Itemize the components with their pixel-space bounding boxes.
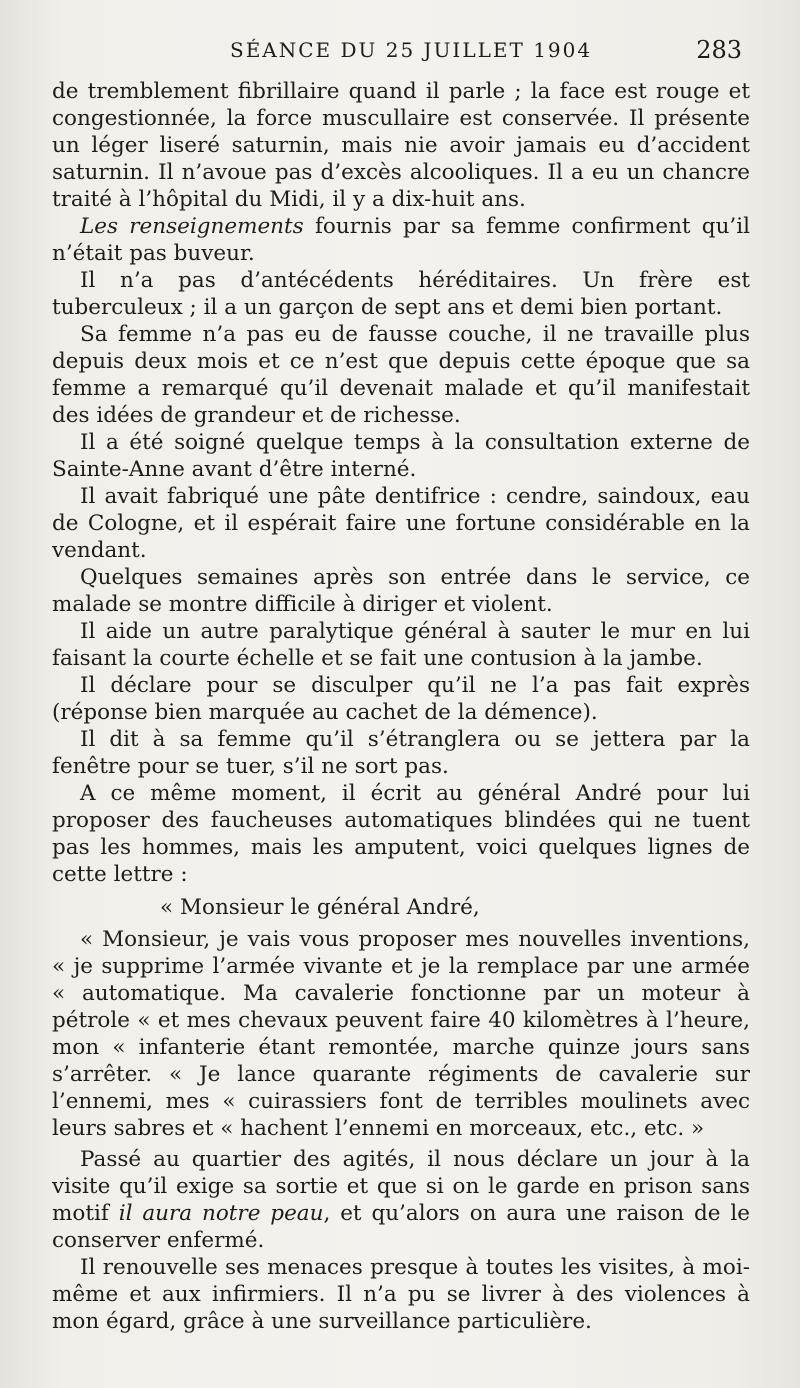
italic-phrase: Les renseignements (80, 214, 304, 239)
paragraph: Il n’a pas d’antécédents héréditaires. Un frère est tuberculeux ; il a un garçon de sept ans et demi bien portant. (52, 268, 750, 320)
paragraph (52, 213, 750, 267)
body-text (52, 78, 750, 1335)
paragraph: Il aide un autre paralytique général à sauter le mur en lui faisant la courte échelle et se fait une contusion à la jambe. (52, 619, 750, 671)
letter-body: « Monsieur, je vais vous proposer mes nouvelles inventions, « je supprime l’armée vivante et je la remplace par une armée « automatique. Ma cavalerie fonctionne par un moteur à pétrole « et mes chevaux peuvent faire 40 kilomètres à l’heure, mon « infanterie étant remontée, marche quinze jours sans s’arrêter. « Je lance quarante régiments de cavalerie sur l’ennemi, mes « cuirassiers font de terribles moulinets avec leurs sabres et « hachent l’ennemi en morceaux, etc., etc. » (52, 927, 750, 1141)
paragraph-text: Passé au quartier des agités, il nous déclare un jour à la visite qu’il exige sa sortie et que si on le garde en prison sans motif (52, 1147, 750, 1226)
paragraph: Il déclare pour se disculper qu’il ne l’a pas fait exprès (réponse bien marquée au cachet de la démence). (52, 673, 750, 725)
running-header (60, 32, 750, 72)
paragraph-text: fournis par sa femme confirment qu’il n’était pas buveur. (52, 214, 750, 266)
paragraph: A ce même moment, il écrit au général André pour lui proposer des faucheuses automatiques blindées qui ne tuent pas les hommes, mais les amputent, voici quelques lignes de cette lettre : (52, 781, 750, 887)
paragraph: Il a été soigné quelque temps à la consultation externe de Sainte-Anne avant d’être interné. (52, 430, 750, 482)
paragraph: Il renouvelle ses menaces presque à toutes les visites, à moi-même et aux infirmiers. Il n’a pu se livrer à des violences à mon égard, grâce à une surveillance particulière. (52, 1255, 750, 1334)
paragraph: Il avait fabriqué une pâte dentifrice : cendre, saindoux, eau de Cologne, et il espérait faire une fortune considérable en la vendant. (52, 484, 750, 563)
paragraph: de tremblement fibrillaire quand il parle ; la face est rouge et congestionnée, la force muscullaire est conservée. Il présente un léger liseré saturnin, mais nie avoir jamais eu d’accident saturnin. Il n’avoue pas d’excès alcooliques. Il a eu un chancre traité à l’hôpital du Midi, il y a dix-huit ans. (52, 79, 750, 212)
italic-phrase: il aura notre peau (118, 1201, 324, 1226)
letter-salutation: « Monsieur le général André, (160, 895, 480, 920)
page-number: 283 (696, 36, 742, 64)
paragraph: Sa femme n’a pas eu de fausse couche, il ne travaille plus depuis deux mois et ce n’est que depuis cette époque que sa femme a remarqué qu’il devenait malade et qu’il manifestait des idées de grandeur et de richesse. (52, 322, 750, 428)
running-title: SÉANCE DU 25 JUILLET 1904 (230, 38, 593, 62)
paragraph: Quelques semaines après son entrée dans le service, ce malade se montre difficile à diriger et violent. (52, 565, 750, 617)
paragraph-text: , et qu’alors on aura une raison de le conserver enfermé. (52, 1201, 751, 1253)
paragraph: Il dit à sa femme qu’il s’étranglera ou se jettera par la fenêtre pour se tuer, s’il ne sort pas. (52, 727, 750, 779)
paragraph (52, 1146, 750, 1254)
